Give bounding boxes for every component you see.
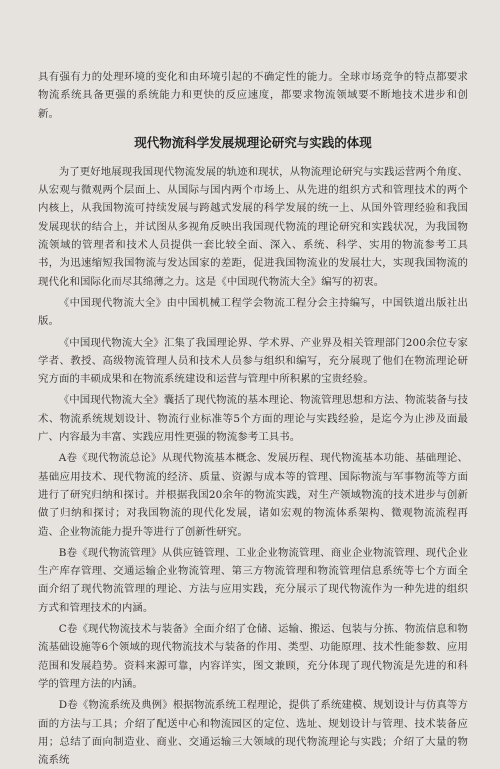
body-paragraph-volume-b: B卷《现代物流管理》从供应链管理、工业企业物流管理、商业企业物流管理、现代企业生产库存管理、交通运输企业物流管理、第三方物流管理和物流管理信息系统等七个方面全面介绍了现代物流管理的理论、方法与应用实践，充分展示了现代物流作为一种先进的组织方式和管理技术的内涵。 <box>38 546 468 614</box>
body-paragraph-volume-d: D卷《物流系统及典例》根据物流系统工程理论，提供了系统建模、规划设计与仿真等方面的方法与工具；介绍了配送中心和物流园区的定位、选址、规划设计与管理、技术装备应用；总结了面向制造业、商业、交通运输三大领域的现代物流理论与实践；介绍了大量的物流系统 <box>38 699 468 767</box>
body-paragraph-1: 为了更好地展现我国现代物流发展的轨迹和现状，从物流理论研究与实践运营两个角度、从宏观与微观两个层面上、从国际与国内两个市场上、从先进的组织方式和管理技术的两个内核上，从我国物流可持续发展与跨越式发展的科学发展的统一上、从国外管理经验和我国发展现状的结合上，并试图从多视角反映出我国现代物流的理论研究和实践状况，为我国物流领域的管理者和技术人员提供一套比较全面、深入、系统、科学、实用的物流参考工具书，为迅速缩短我国物流与发达国家的差距，促进我国物流业的发展壮大，实现我国物流的现代化和国际化而尽其绵薄之力。这是《中国现代物流大全》编写的初衷。 <box>38 165 468 288</box>
intro-paragraph: 具有强有力的处理环境的变化和由环境引起的不确定性的能力。全球市场竞争的特点都要求物流系统具备更强的系统能力和更快的反应速度，都要求物流领域要不断地技术进步和创新。 <box>38 71 468 120</box>
body-paragraph-volume-c: C卷《现代物流技术与装备》全面介绍了仓储、运输、搬运、包装与分拣、物流信息和物流基础设施等6个领域的现代物流技术与装备的作用、类型、功能原理、技术性能参数、应用范围和发展趋势。资料来源可靠，内容详实，图文兼顾，充分体现了现代物流是先进的和科学的管理方法的内涵。 <box>38 623 468 690</box>
body-paragraph-volume-a: A卷《现代物流总论》从现代物流基本概念、发展历程、现代物流基本功能、基础理论、基础应用技术、现代物流的经济、质量、资源与成本等的管理、国际物流与军事物流等方面进行了研究归纳和探讨。并根据我国20余年的物流实践，对生产领域物流的技术进步与创新做了归纳和探讨；对我国物流的现代化发展，诸如宏观的物流体系架构、微观物流流程再造、企业物流能力提升等进行了创新性研究。 <box>38 452 468 538</box>
section-heading: 现代物流科学发展规理论研究与实践的体现 <box>134 134 372 150</box>
body-paragraph-3: 《中国现代物流大全》汇集了我国理论界、学术界、产业界及相关管理部门200余位专家学者、教授、高级物流管理人员和技术人员参与组织和编写，充分展现了他们在物流理论研究方面的丰硕成果和在物流系统建设和运营与管理中所积累的宝贵经验。 <box>38 336 468 386</box>
body-paragraph-2: 《中国现代物流大全》由中国机械工程学会物流工程分会主持编写，中国铁道出版社出版。 <box>38 296 468 328</box>
body-paragraph-4: 《中国现代物流大全》囊括了现代物流的基本理论、物流管理思想和方法、物流装备与技术、物流系统规划设计、物流行业标准等5个方面的理论与实践经验，是迄今为止涉及面最广、内容最为丰富、实践应用性更强的物流参考工具书。 <box>38 394 468 444</box>
